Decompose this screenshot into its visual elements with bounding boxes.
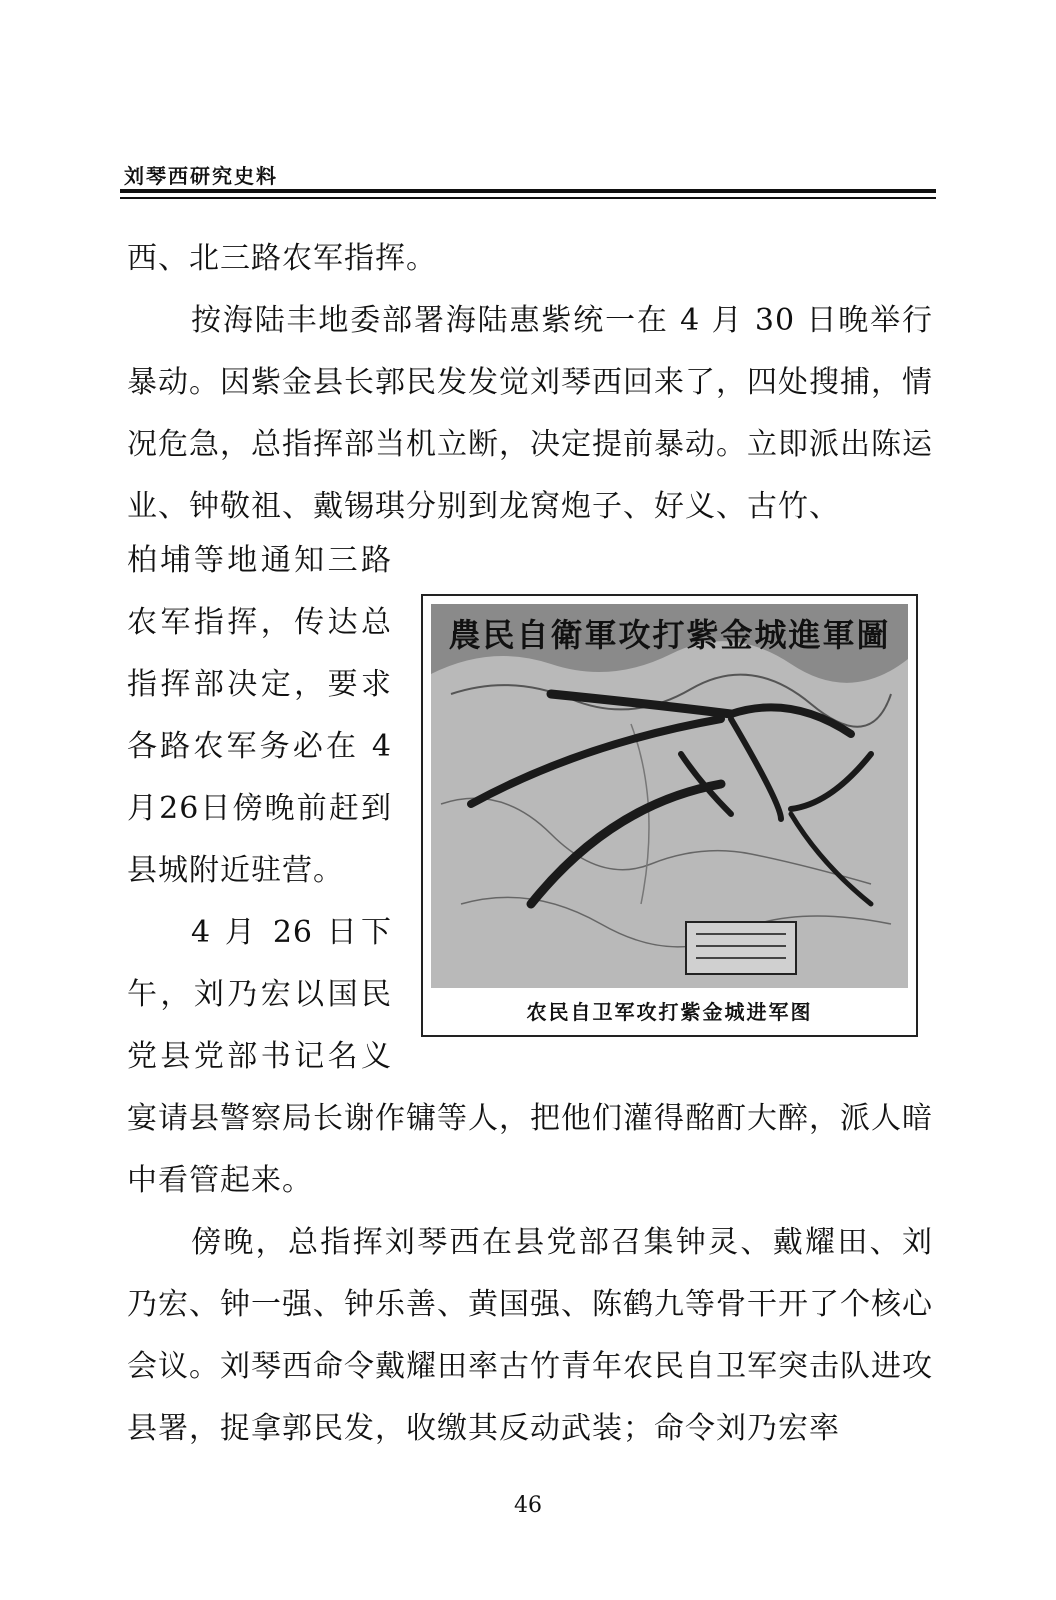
running-header-title: 刘琴西研究史料 [124,164,278,188]
map-illustration [431,604,908,988]
header-rule-thin [120,197,936,199]
map-figure [421,594,918,1037]
paragraph-4: 傍晚，总指挥刘琴西在县党部召集钟灵、戴耀田、刘乃宏、钟一强、钟乐善、黄国强、陈鹤九等骨干开了个核心会议。刘琴西命令戴耀田率古竹青年农民自卫军突击队进攻县署，捉拿郭民发，收缴其反动武装；命令刘乃宏率 [127,1225,933,1446]
wrapped-line: 各路农军务必在 4 [127,729,392,764]
wrapped-line: 月26日傍晚前赶到 [127,791,392,826]
figure-caption: 农民自卫军攻打紫金城进军图 [526,1000,813,1024]
wrapped-line: 党县党部书记名义 [127,1039,392,1074]
wrapped-line: 县城附近驻营。 [127,853,344,888]
map-title: 農民自衛軍攻打紫金城進軍圖 [448,616,891,654]
wrapped-line: 4 月 26 日下 [191,915,392,950]
wrapped-line: 柏埔等地通知三路 [127,543,392,578]
wrapped-line: 指挥部决定，要求 [127,667,392,702]
page-number: 46 [514,1493,542,1518]
paragraph-1: 西、北三路农军指挥。 [127,241,437,276]
paragraph-3-continued: 宴请县警察局长谢作镛等人，把他们灌得酩酊大醉，派人暗中看管起来。 [127,1101,933,1198]
wrapped-line: 午，刘乃宏以国民 [127,977,392,1012]
paragraph-2: 按海陆丰地委部署海陆惠紫统一在 4 月 30 日晚举行暴动。因紫金县长郭民发发觉刘琴西回来了，四处搜捕，情况危急，总指挥部当机立断，决定提前暴动。立即派出陈运业、钟敬祖、戴锡琪分别到龙窝炮子、好义、古竹、 [127,303,933,524]
header-rule-thick [120,189,936,193]
wrapped-line: 农军指挥，传达总 [127,605,392,640]
map-image [431,604,908,988]
